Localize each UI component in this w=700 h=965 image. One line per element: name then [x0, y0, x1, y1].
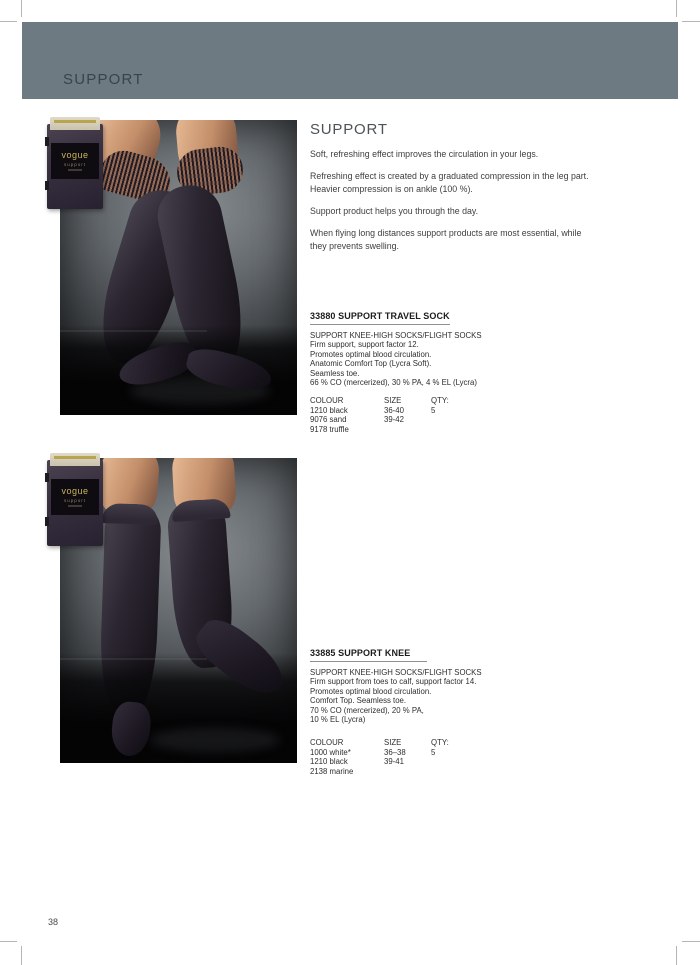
product-description: [310, 331, 600, 387]
intro-copy: [310, 121, 593, 262]
section-title: SUPPORT: [63, 71, 144, 88]
colour-header: COLOUR: [310, 738, 344, 748]
intro-paragraph: Support product helps you through the day.: [310, 206, 479, 216]
description-line: Promotes optimal blood circulation.: [310, 349, 432, 359]
product-package-support-knee: [47, 453, 103, 546]
package-notch: [45, 181, 49, 190]
colour-cell: 2138 marine: [310, 766, 354, 776]
package-range-label: support: [63, 498, 86, 503]
package-hang-tab: [50, 117, 100, 130]
crop-mark: [676, 0, 677, 17]
size-cell: 36–38: [384, 747, 406, 757]
package-fine-print: [68, 169, 82, 171]
colour-size-table: [310, 396, 600, 434]
colour-header: COLOUR: [310, 396, 344, 406]
product-code-title: 33885 SUPPORT KNEE: [310, 648, 427, 662]
vogue-logo: vogue: [61, 486, 89, 496]
sock-cuff: [102, 503, 159, 525]
crop-mark: [21, 946, 22, 965]
intro-paragraph: Refreshing effect is created by a graduated compression in the leg part. Heavier compression is on ankle (100 %).: [310, 171, 589, 194]
crop-mark: [676, 946, 677, 965]
size-cell: [384, 767, 431, 776]
description-line: Firm support from toes to calf, support factor 14.: [310, 677, 477, 687]
intro-paragraph: When flying long distances support products are most essential, while they prevents swelling.: [310, 228, 582, 251]
table-header-row: [310, 396, 600, 405]
package-range-label: support: [63, 162, 86, 167]
package-notch: [45, 473, 49, 482]
description-line: Seamless toe.: [310, 368, 360, 378]
package-label: [51, 143, 99, 179]
qty-cell: 5: [431, 747, 436, 757]
table-row: [310, 757, 600, 766]
size-cell: [384, 425, 431, 434]
crop-mark: [21, 0, 22, 17]
colour-cell: 9178 truffle: [310, 424, 349, 434]
qty-header: QTY:: [431, 396, 449, 406]
description-line: Promotes optimal blood circulation.: [310, 686, 432, 696]
table-header-row: [310, 738, 600, 747]
description-line: 70 % CO (mercerized), 20 % PA,: [310, 705, 424, 715]
description-line: SUPPORT KNEE-HIGH SOCKS/FLIGHT SOCKS: [310, 331, 482, 340]
description-line: 10 % EL (Lycra): [310, 715, 366, 725]
size-header: SIZE: [384, 738, 402, 748]
size-header: SIZE: [384, 396, 402, 406]
crop-mark: [0, 941, 17, 942]
product-info-support-knee: [310, 643, 600, 776]
colour-cell: 1210 black: [310, 757, 348, 767]
qty-cell: [431, 415, 600, 424]
page-number: 38: [48, 917, 59, 927]
colour-size-table: [310, 738, 600, 776]
package-fine-print: [68, 505, 82, 507]
description-line: Anatomic Comfort Top (Lycra Soft).: [310, 359, 432, 369]
description-line: Comfort Top. Seamless toe.: [310, 696, 407, 706]
qty-cell: [431, 767, 600, 776]
package-gold-stripe: [54, 456, 96, 459]
size-cell: 39-41: [384, 757, 404, 767]
product-info-travel-sock: [310, 306, 600, 434]
photo-floor-line: [60, 330, 207, 332]
table-row: [310, 425, 600, 434]
colour-cell: 1210 black: [310, 405, 348, 415]
crop-mark: [0, 21, 17, 22]
qty-header: QTY:: [431, 738, 449, 748]
crop-mark: [682, 21, 700, 22]
package-notch: [45, 517, 49, 526]
qty-cell: 5: [431, 405, 436, 415]
table-row: [310, 767, 600, 776]
floor-reflection: [150, 728, 280, 752]
package-gold-stripe: [54, 120, 96, 123]
crop-mark: [682, 941, 700, 942]
package-label: [51, 479, 99, 515]
size-cell: 39-42: [384, 415, 404, 425]
vogue-logo: vogue: [61, 150, 89, 160]
qty-cell: [431, 425, 600, 434]
qty-cell: [431, 757, 600, 766]
photo-floor-line: [60, 658, 207, 660]
intro-paragraph: Soft, refreshing effect improves the circulation in your legs.: [310, 149, 539, 159]
package-hang-tab: [50, 453, 100, 466]
description-line: Firm support, support factor 12.: [310, 340, 419, 350]
description-line: 66 % CO (mercerized), 30 % PA, 4 % EL (Lycra): [310, 378, 477, 388]
size-cell: 36-40: [384, 405, 404, 415]
package-notch: [45, 137, 49, 146]
table-row: [310, 748, 600, 757]
intro-title: SUPPORT: [310, 121, 388, 138]
product-description: [310, 668, 600, 724]
table-row: [310, 415, 600, 424]
section-header-band: [22, 22, 678, 99]
description-line: SUPPORT KNEE-HIGH SOCKS/FLIGHT SOCKS: [310, 668, 482, 677]
product-code-title: 33880 SUPPORT TRAVEL SOCK: [310, 311, 450, 325]
colour-cell: 9076 sand: [310, 415, 347, 425]
colour-cell: 1000 white*: [310, 747, 351, 757]
table-row: [310, 406, 600, 415]
product-package-travel-sock: [47, 117, 103, 209]
